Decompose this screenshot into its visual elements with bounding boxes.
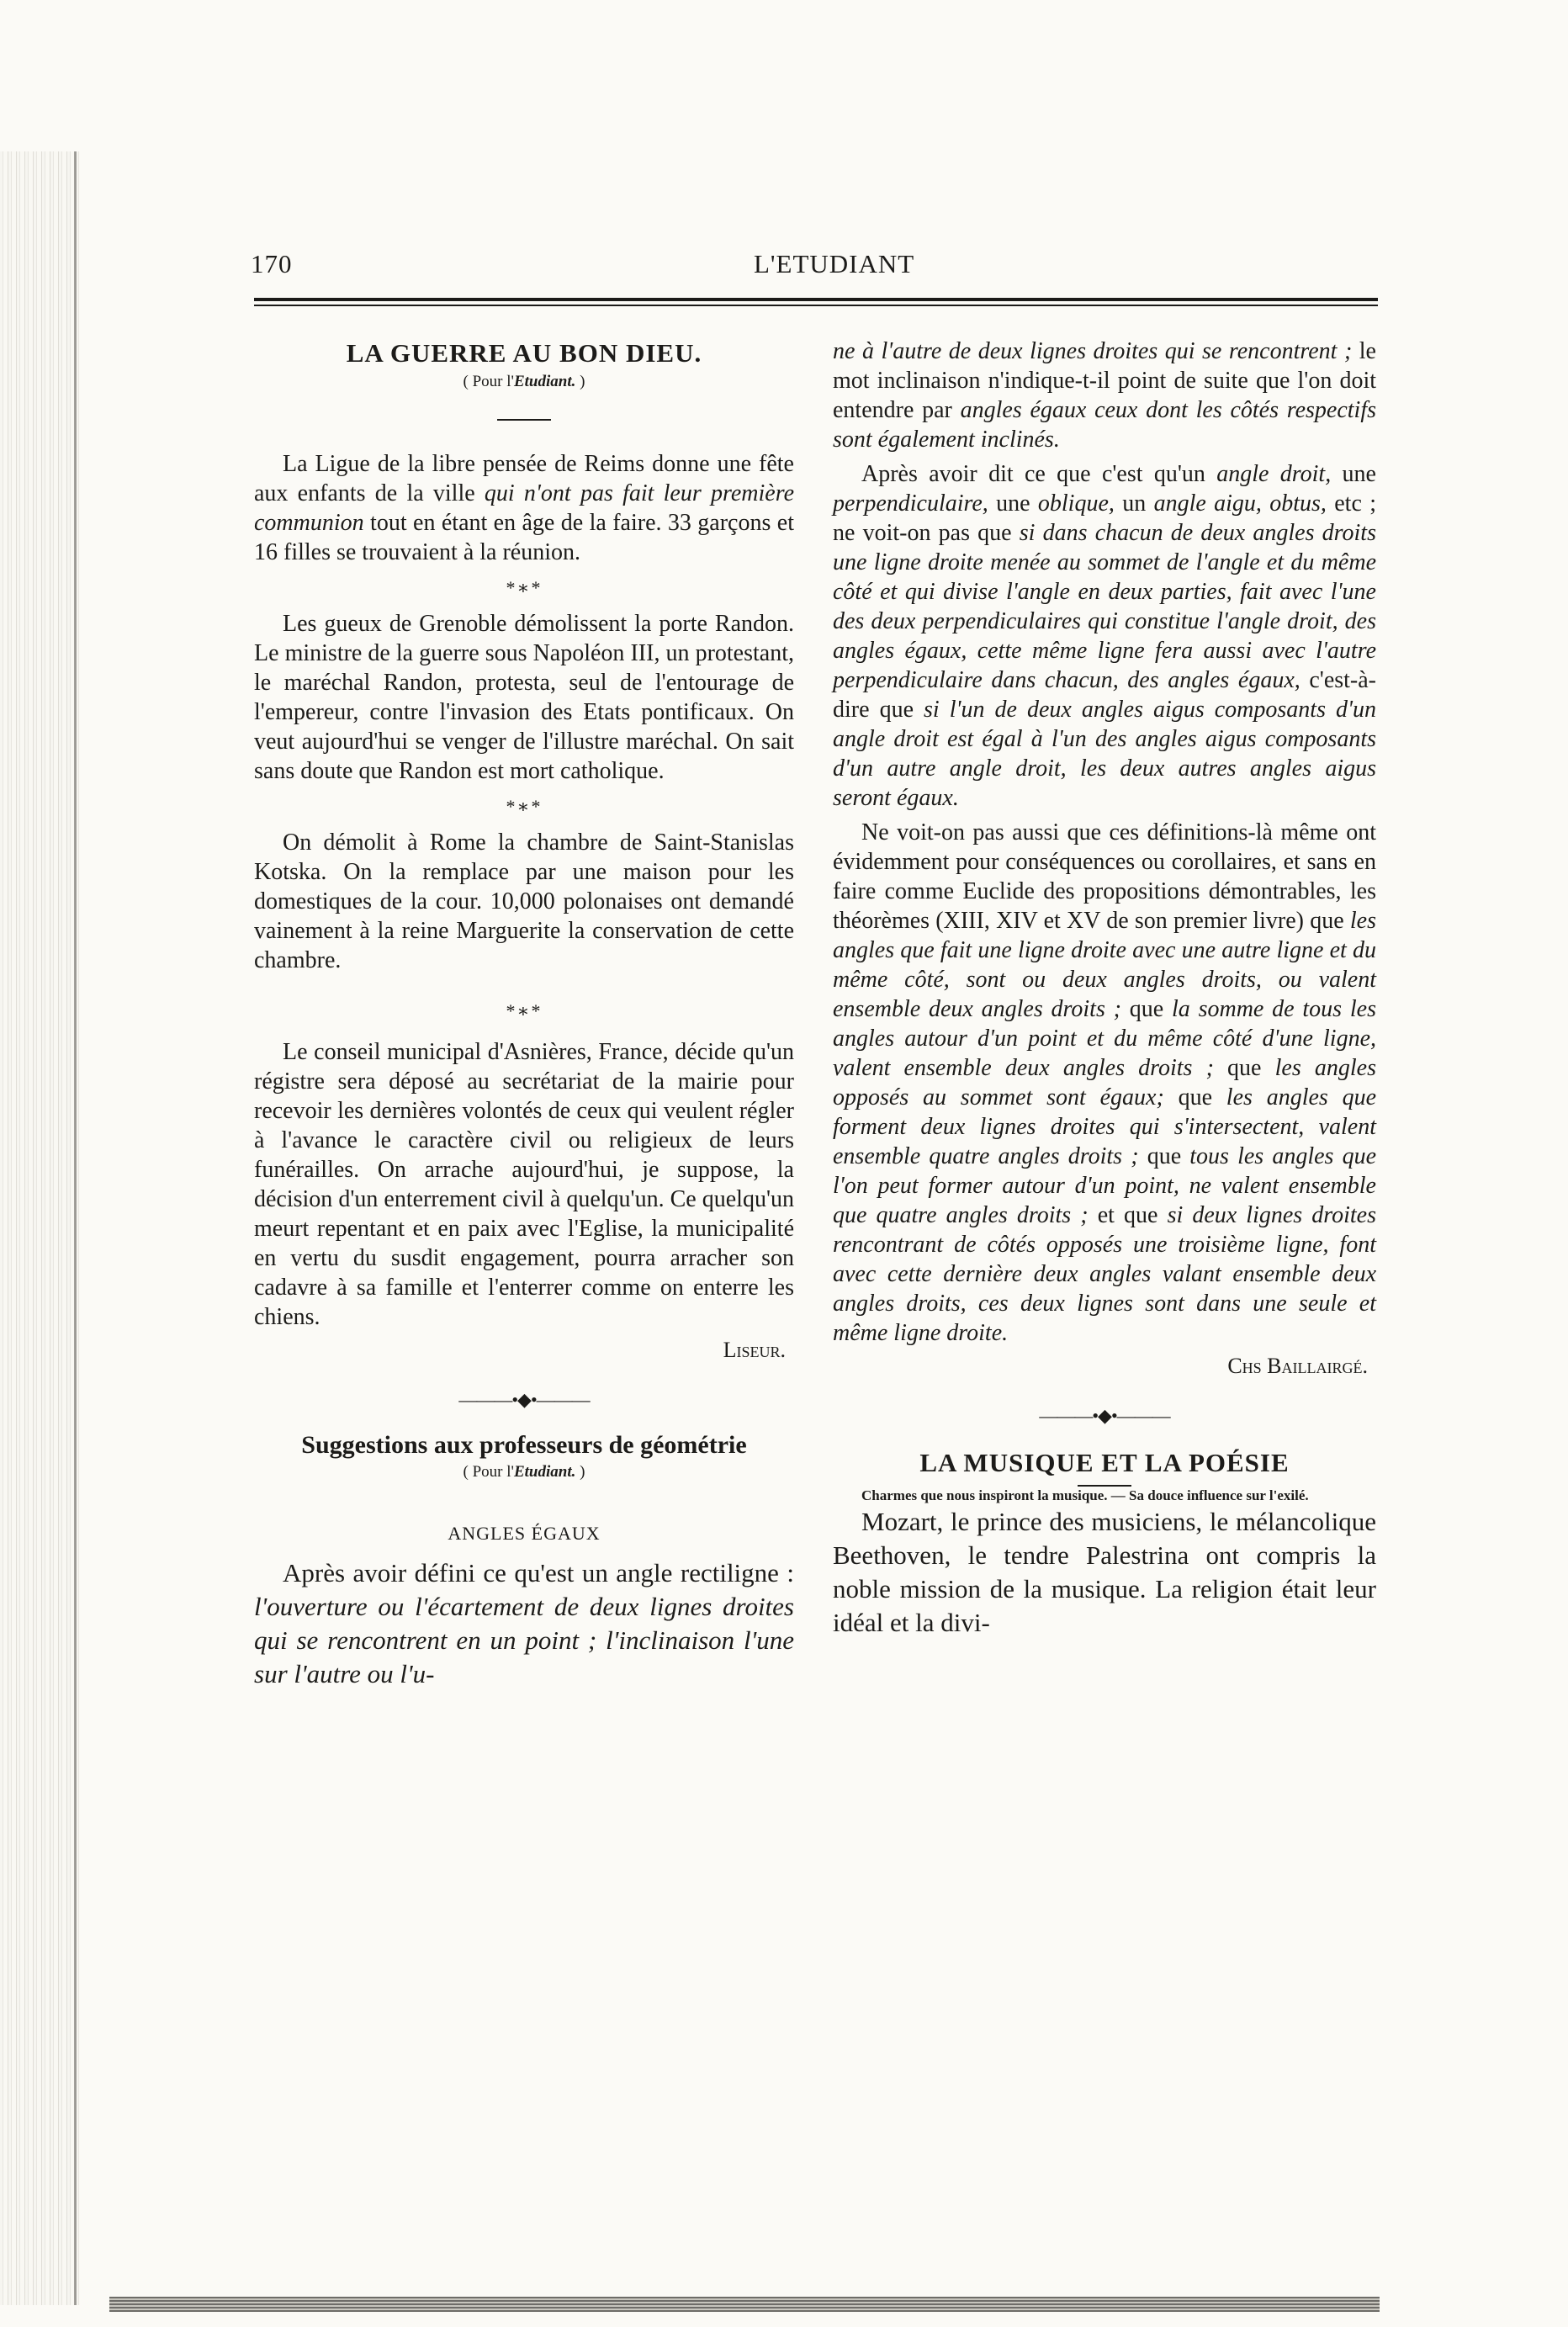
signature-baillairge: Chs Baillairgé. [1227,1354,1368,1378]
article-title-musique: LA MUSIQUE ET LA POÉSIE [919,1448,1290,1477]
short-rule [497,419,551,421]
paragraph-reims: La Ligue de la libre pensée de Reims donne une fête aux enfants de la ville qui n'ont pas fait leur première communion tout en étant en âge de la faire. 33 garçons et 16 filles se trouvaient à la réunion. [254,451,794,565]
paragraph-asnieres: Le conseil municipal d'Asnières, France, décide qu'un régistre sera déposé au secrétariat de la mairie pour recevoir les dernières volontés de ceux qui veulent régler à l'avance le caractère civil ou religieux de leurs funérailles. On arrache aujourd'hui, je suppose, la décision d'un enterrement civil à quelqu'un. Ce quelqu'un meurt repentant et en paix avec l'Eglise, la municipalité en vertu du susdit engagement, pourra arracher son cadavre à sa famille et l'enterrer comme on enterre les chiens. [254,1039,794,1330]
section-ornament: ———•◆•——— [1039,1405,1170,1426]
page-number: 170 [251,249,293,278]
asterism: *∗* [506,1000,543,1021]
signature-liseur: Liseur. [723,1338,786,1362]
page-header [251,249,1395,283]
paragraph-mozart: Mozart, le prince des musiciens, le mélancolique Beethoven, le tendre Palestrina ont compris la noble mission de la musique. La religion était leur idéal et la divi- [833,1507,1376,1637]
article-byline: ( Pour l'Etudiant. ) [463,1463,585,1481]
right-column [833,337,1376,1640]
book-binding-edge [0,151,80,2305]
subheading-angles-egaux: ANGLES ÉGAUX [448,1523,601,1544]
article-title-geometrie: Suggestions aux professeurs de géométrie [301,1431,747,1459]
scan-bottom-edge [109,2297,1380,2312]
article-summary: Charmes que nous inspiront la musique. — Sa douce influence sur l'exilé. [861,1487,1309,1503]
paragraph-continuation: ne à l'autre de deux lignes droites qui se rencontrent ; le mot inclinaison n'indique-t-il point de suite que l'on doit entendre par angles égaux ceux dont les côtés respectifs sont également inclinés. [833,338,1376,453]
running-title: L'ETUDIANT [754,249,915,278]
paragraph-angle-droit: Après avoir dit ce que c'est qu'un angle droit, une perpendiculaire, une oblique, un angle aigu, obtus, etc ; ne voit-on pas que si dans chacun de deux angles droits une ligne droite menée au sommet de l'angle et du même côté et qui divise l'angle en deux parties, fait avec l'une des deux perpendiculaires qui constitue l'angle droit, des angles égaux, cette même ligne fera aussi avec l'autre perpendiculaire dans chacun, des angles égaux, c'est-à-dire que si l'un de deux angles aigus composants d'un angle droit est égal à l'un des angles aigus composants d'un autre angle droit, les deux autres angles aigus seront égaux. [833,461,1377,811]
paragraph-grenoble: Les gueux de Grenoble démolissent la porte Randon. Le ministre de la guerre sous Napoléon III, un protestant, le maréchal Randon, protesta, seul de l'entourage de l'empereur, contre l'invasion des Etats pontificaux. On veut aujourd'hui se venger de l'illustre maréchal. On sait sans doute que Randon est mort catholique. [254,611,794,784]
paragraph-theoremes: Ne voit-on pas aussi que ces définitions-là même ont évidemment pour conséquences ou corollaires, et sans en faire comme Euclide des propositions démontrables, les théorèmes (XIII, XIV et XV de son premier livre) que les angles que fait une ligne droite avec une autre ligne et du même côté, sont ou deux angles droits, ou valent ensemble deux angles droits ; que la somme de tous les angles autour d'un point et du même côté d'une ligne, valent ensemble deux angles droits ; que les angles opposés au sommet sont égaux; que les angles que forment deux lignes droites qui s'intersectent, valent ensemble quatre angles droits ; que tous les angles que l'on peut former autour d'un point, ne valent ensemble que quatre angles droits ; et que si deux lignes droites rencontrant de côtés opposés une troisième ligne, font avec cette dernière deux angles valant ensemble deux angles droits, ces deux lignes sont dans une seule et même ligne droite. [833,819,1377,1346]
left-column [254,337,794,1691]
article-title-guerre: LA GUERRE AU BON DIEU. [346,338,702,368]
paragraph-rome: On démolit à Rome la chambre de Saint-Stanislas Kotska. On la remplace par une maison pour les domestiques de la cour. 10,000 polonaises ont demandé vainement à la reine Marguerite la conservation de cette chambre. [254,830,794,973]
asterism: *∗* [506,796,543,817]
spine-line [74,151,77,2305]
section-ornament: ———•◆•——— [458,1389,590,1410]
article-byline: ( Pour l'Etudiant. ) [463,373,585,390]
header-rule-thick [254,298,1378,301]
header-rule-thin [254,305,1378,306]
paragraph-angle-rectiligne: Après avoir défini ce qu'est un angle rectiligne : l'ouverture ou l'écartement de deux lignes droites qui se rencontrent en un point ; l'inclinaison l'une sur l'autre ou l'u- [254,1558,794,1688]
asterism: *∗* [506,577,543,598]
